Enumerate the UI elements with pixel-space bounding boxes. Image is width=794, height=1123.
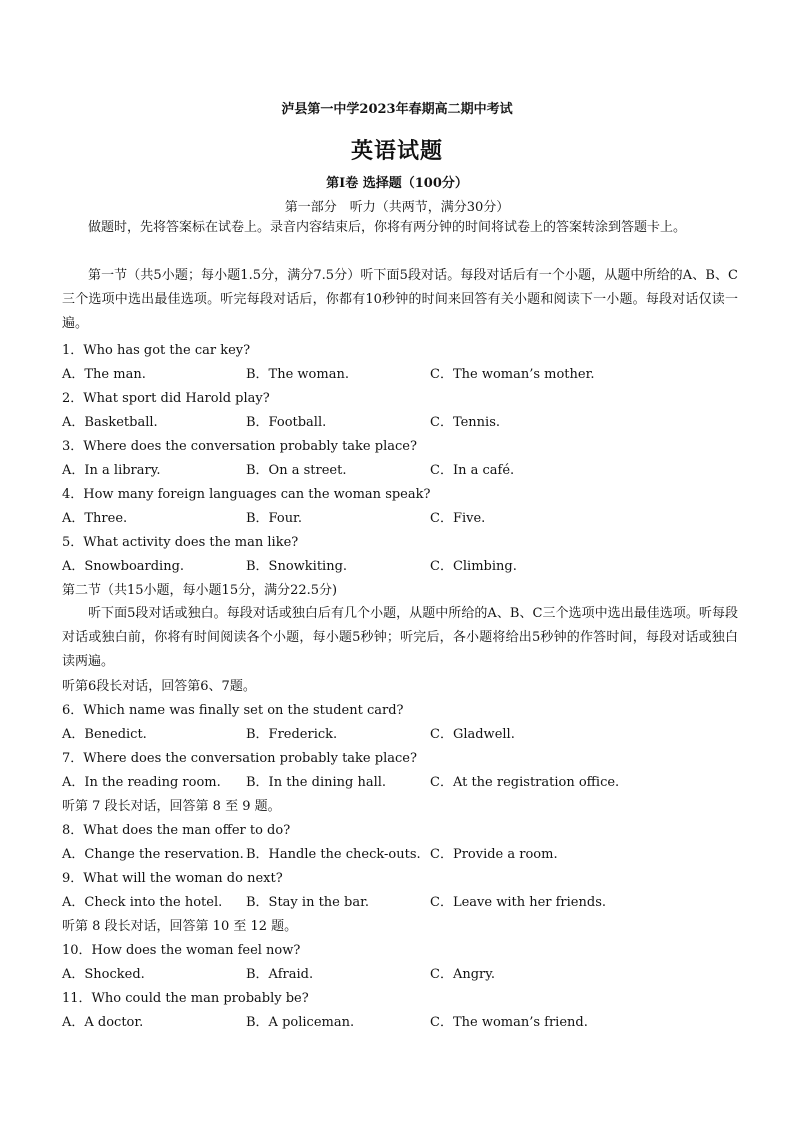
option-1a: A．The man. <box>62 367 146 382</box>
option-10a: A．Shocked. <box>62 967 145 982</box>
option-7c: C．At the registration office. <box>430 775 620 790</box>
volume-title: 第I卷 选择题（100分） <box>326 176 468 191</box>
option-3c: C．In a café. <box>430 463 515 478</box>
question-5: 5．What activity does the man like? <box>62 535 299 550</box>
option-7b: B．In the dining hall. <box>246 775 387 790</box>
option-2c: C．Tennis. <box>430 415 501 430</box>
option-4c: C．Five. <box>430 511 486 526</box>
option-11a: A．A doctor. <box>62 1015 144 1030</box>
intro-paragraph: 做题时，先将答案标在试卷上。录音内容结束后，你将有两分钟的时间将试卷上的答案转涂到答题卡上。 <box>88 220 687 235</box>
option-5a: A．Snowboarding. <box>62 559 185 574</box>
option-11b: B．A policeman. <box>246 1015 355 1030</box>
option-7a: A．In the reading room. <box>62 775 221 790</box>
option-11c: C．The woman’s friend. <box>430 1015 588 1030</box>
section1-instruction: 第一节（共5小题；每小题1.5分，满分7.5分）听下面5段对话。每段对话后有一个小题，从题中所给的A、B、C三个选项中选出最佳选项。听完每段对话后，你都有10秒钟的时间来回答有关小题和阅读下一小题。每段对话仅读一遍。 <box>62 268 738 331</box>
option-2a: A．Basketball. <box>62 415 158 430</box>
question-3: 3．Where does the conversation probably take place? <box>62 439 417 454</box>
option-9c: C．Leave with her friends. <box>430 895 606 910</box>
option-3a: A．In a library. <box>62 463 161 478</box>
option-10b: B．Afraid. <box>246 967 314 982</box>
question-6: 6．Which name was finally set on the student card? <box>62 703 404 718</box>
option-2b: B．Football. <box>246 415 327 430</box>
dialog-7-note: 听第 7 段长对话，回答第 8 至 9 题。 <box>62 799 281 814</box>
option-9a: A．Check into the hotel. <box>62 895 223 910</box>
dialog-6-note: 听第6段长对话，回答第6、7题。 <box>62 679 256 694</box>
question-1: 1．Who has got the car key? <box>62 343 251 358</box>
option-9b: B．Stay in the bar. <box>246 895 369 910</box>
school-exam-title: 泸县第一中学2023年春期高二期中考试 <box>281 102 513 117</box>
option-1c: C．The woman’s mother. <box>430 367 595 382</box>
option-6b: B．Frederick. <box>246 727 338 742</box>
option-6a: A．Benedict. <box>62 727 147 742</box>
section2-instruction: 听下面5段对话或独白。每段对话或独白后有几个小题，从题中所给的A、B、C三个选项中选出最佳选项。听每段对话或独白前，你将有时间阅读各个小题，每小题5秒钟；听完后，各小题将给出5秒钟的作答时间，每段对话或独白读两遍。 <box>62 606 738 669</box>
option-8a: A．Change the reservation. <box>62 847 244 862</box>
option-3b: B．On a street. <box>246 463 347 478</box>
option-10c: C．Angry. <box>430 967 495 982</box>
option-6c: C．Gladwell. <box>430 727 515 742</box>
subject-title: 英语试题 <box>350 138 443 164</box>
question-7: 7．Where does the conversation probably take place? <box>62 751 417 766</box>
question-10: 10．How does the woman feel now? <box>62 943 301 958</box>
dialog-8-note: 听第 8 段长对话，回答第 10 至 12 题。 <box>62 919 298 934</box>
question-9: 9．What will the woman do next? <box>62 871 283 886</box>
option-5c: C．Climbing. <box>430 559 517 574</box>
option-4a: A．Three. <box>62 511 128 526</box>
question-8: 8．What does the man offer to do? <box>62 823 291 838</box>
option-8c: C．Provide a room. <box>430 847 558 862</box>
option-4b: B．Four. <box>246 511 302 526</box>
question-4: 4．How many foreign languages can the woman speak? <box>62 487 431 502</box>
section2-title: 第二节（共15小题，每小题15分，满分22.5分) <box>62 583 338 598</box>
question-11: 11．Who could the man probably be? <box>62 991 309 1006</box>
option-8b: B．Handle the check-outs. <box>246 847 421 862</box>
question-2: 2．What sport did Harold play? <box>62 391 270 406</box>
option-5b: B．Snowkiting. <box>246 559 348 574</box>
option-1b: B．The woman. <box>246 367 349 382</box>
part-title: 第一部分 听力（共两节，满分30分） <box>284 200 510 215</box>
